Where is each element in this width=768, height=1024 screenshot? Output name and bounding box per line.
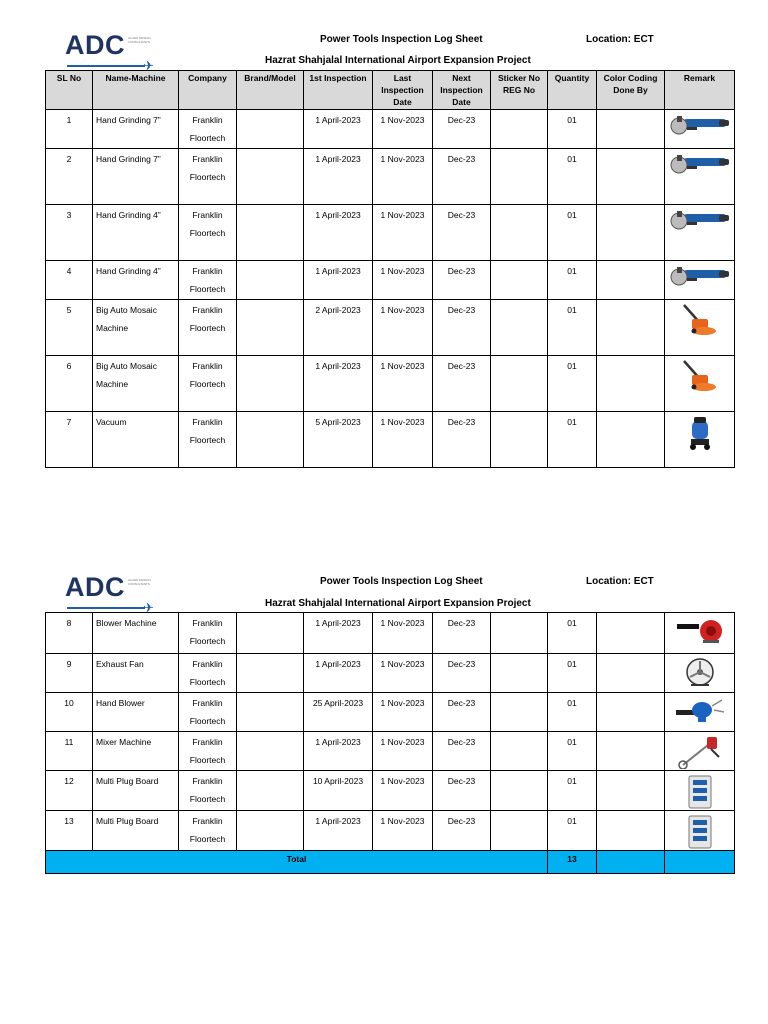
col-header: Quantity: [548, 71, 597, 110]
quantity-cell: 01: [548, 811, 597, 851]
table-row: [46, 654, 735, 693]
machine-name-cell: Mixer Machine: [93, 732, 179, 771]
sticker-no-cell: [491, 771, 548, 811]
sticker-no-cell: [491, 613, 548, 654]
brand-model-cell: [237, 693, 304, 732]
sticker-no-cell: [491, 356, 548, 412]
sheet-header: [45, 570, 734, 615]
remark-cell: [665, 205, 735, 261]
table-row: [46, 811, 735, 851]
next-inspection-cell: Dec-23: [433, 693, 491, 732]
angle-grinder-icon: [665, 264, 734, 286]
last-inspection-cell: 1 Nov-2023: [373, 149, 433, 205]
sl-no-cell: 6: [46, 356, 93, 412]
angle-grinder-icon: [665, 152, 734, 174]
sticker-no-cell: [491, 261, 548, 300]
color-coding-cell: [597, 771, 665, 811]
sl-no-cell: 3: [46, 205, 93, 261]
table-row: [46, 261, 735, 300]
company-cell: Franklin Floortech: [179, 300, 237, 356]
color-coding-cell: [597, 732, 665, 771]
first-inspection-cell: 1 April-2023: [304, 356, 373, 412]
airplane-icon: ✈: [143, 58, 154, 73]
brand-model-cell: [237, 205, 304, 261]
quantity-cell: 01: [548, 693, 597, 732]
machine-name-cell: Hand Grinding 4”: [93, 205, 179, 261]
next-inspection-cell: Dec-23: [433, 771, 491, 811]
table-row: [46, 149, 735, 205]
brand-model-cell: [237, 300, 304, 356]
machine-name-cell: Hand Grinding 4”: [93, 261, 179, 300]
col-header: Next Inspection Date: [433, 71, 491, 110]
color-coding-cell: [597, 356, 665, 412]
company-cell: Franklin Floortech: [179, 654, 237, 693]
quantity-cell: 01: [548, 732, 597, 771]
sheet-title: Power Tools Inspection Log Sheet: [320, 34, 483, 45]
col-header: Last Inspection Date: [373, 71, 433, 110]
last-inspection-cell: 1 Nov-2023: [373, 811, 433, 851]
last-inspection-cell: 1 Nov-2023: [373, 412, 433, 468]
remark-cell: [665, 412, 735, 468]
adc-logo: [65, 570, 175, 620]
last-inspection-cell: 1 Nov-2023: [373, 613, 433, 654]
sl-no-cell: 10: [46, 693, 93, 732]
last-inspection-cell: 1 Nov-2023: [373, 654, 433, 693]
next-inspection-cell: Dec-23: [433, 811, 491, 851]
logo-tagline: ALLIED DESIGN CONSULTANTS: [128, 36, 151, 44]
table-row: [46, 771, 735, 811]
log-sheet-page-2: [45, 570, 734, 874]
next-inspection-cell: Dec-23: [433, 654, 491, 693]
sl-no-cell: 11: [46, 732, 93, 771]
next-inspection-cell: Dec-23: [433, 356, 491, 412]
total-empty-cell: [665, 851, 735, 874]
machine-name-cell: Multi Plug Board: [93, 771, 179, 811]
remark-cell: [665, 261, 735, 300]
remark-cell: [665, 300, 735, 356]
company-cell: Franklin Floortech: [179, 205, 237, 261]
machine-name-cell: Hand Grinding 7”: [93, 149, 179, 205]
sl-no-cell: 1: [46, 110, 93, 149]
sticker-no-cell: [491, 693, 548, 732]
next-inspection-cell: Dec-23: [433, 613, 491, 654]
brand-model-cell: [237, 613, 304, 654]
table-row: [46, 412, 735, 468]
brand-model-cell: [237, 149, 304, 205]
sticker-no-cell: [491, 732, 548, 771]
col-header: Brand/Model: [237, 71, 304, 110]
table-row: [46, 732, 735, 771]
sticker-no-cell: [491, 811, 548, 851]
adc-logo: [65, 28, 175, 78]
vacuum-icon: [665, 415, 734, 451]
sl-no-cell: 5: [46, 300, 93, 356]
first-inspection-cell: 1 April-2023: [304, 205, 373, 261]
floor-grinder-icon: [665, 359, 734, 393]
next-inspection-cell: Dec-23: [433, 300, 491, 356]
first-inspection-cell: 1 April-2023: [304, 613, 373, 654]
sticker-no-cell: [491, 654, 548, 693]
last-inspection-cell: 1 Nov-2023: [373, 261, 433, 300]
col-header: Sticker No REG No: [491, 71, 548, 110]
first-inspection-cell: 25 April-2023: [304, 693, 373, 732]
plug-board-icon: [665, 774, 734, 810]
first-inspection-cell: 1 April-2023: [304, 261, 373, 300]
col-header: Name-Machine: [93, 71, 179, 110]
next-inspection-cell: Dec-23: [433, 205, 491, 261]
sl-no-cell: 12: [46, 771, 93, 811]
company-cell: Franklin Floortech: [179, 811, 237, 851]
quantity-cell: 01: [548, 110, 597, 149]
machine-name-cell: Hand Blower: [93, 693, 179, 732]
first-inspection-cell: 1 April-2023: [304, 654, 373, 693]
color-coding-cell: [597, 205, 665, 261]
remark-cell: [665, 693, 735, 732]
quantity-cell: 01: [548, 261, 597, 300]
inspection-table: [45, 70, 735, 468]
color-coding-cell: [597, 149, 665, 205]
brand-model-cell: [237, 771, 304, 811]
quantity-cell: 01: [548, 771, 597, 811]
first-inspection-cell: 1 April-2023: [304, 732, 373, 771]
logo-text: ADC: [65, 30, 125, 60]
angle-grinder-icon: [665, 208, 734, 230]
quantity-cell: 01: [548, 356, 597, 412]
last-inspection-cell: 1 Nov-2023: [373, 732, 433, 771]
sl-no-cell: 13: [46, 811, 93, 851]
angle-grinder-icon: [665, 113, 734, 135]
hand-blower-icon: [665, 696, 734, 724]
last-inspection-cell: 1 Nov-2023: [373, 356, 433, 412]
color-coding-cell: [597, 693, 665, 732]
sheet-header: [45, 28, 734, 73]
airplane-icon: ✈: [143, 600, 154, 615]
company-cell: Franklin Floortech: [179, 732, 237, 771]
machine-name-cell: Blower Machine: [93, 613, 179, 654]
table-row: [46, 300, 735, 356]
company-cell: Franklin Floortech: [179, 613, 237, 654]
log-sheet-page-1: [45, 28, 734, 468]
first-inspection-cell: 2 April-2023: [304, 300, 373, 356]
next-inspection-cell: Dec-23: [433, 261, 491, 300]
total-empty-cell: [597, 851, 665, 874]
total-quantity: 13: [548, 851, 597, 874]
plug-board-icon: [665, 814, 734, 850]
floor-grinder-icon: [665, 303, 734, 337]
table-row: [46, 205, 735, 261]
sticker-no-cell: [491, 205, 548, 261]
company-cell: Franklin Floortech: [179, 771, 237, 811]
sl-no-cell: 4: [46, 261, 93, 300]
color-coding-cell: [597, 110, 665, 149]
brand-model-cell: [237, 732, 304, 771]
inspection-table-continued: [45, 612, 735, 874]
project-title: Hazrat Shahjalal International Airport Expansion Project: [265, 55, 531, 66]
col-header: Remark: [665, 71, 735, 110]
brand-model-cell: [237, 412, 304, 468]
sticker-no-cell: [491, 110, 548, 149]
col-header: SL No: [46, 71, 93, 110]
fan-icon: [665, 657, 734, 689]
next-inspection-cell: Dec-23: [433, 110, 491, 149]
table-row: [46, 110, 735, 149]
machine-name-cell: Multi Plug Board: [93, 811, 179, 851]
company-cell: Franklin Floortech: [179, 412, 237, 468]
color-coding-cell: [597, 261, 665, 300]
remark-cell: [665, 771, 735, 811]
sl-no-cell: 8: [46, 613, 93, 654]
logo-text: ADC: [65, 572, 125, 602]
location-label: Location: ECT: [586, 34, 654, 45]
quantity-cell: 01: [548, 654, 597, 693]
color-coding-cell: [597, 811, 665, 851]
company-cell: Franklin Floortech: [179, 356, 237, 412]
sl-no-cell: 2: [46, 149, 93, 205]
project-title: Hazrat Shahjalal International Airport Expansion Project: [265, 598, 531, 609]
brand-model-cell: [237, 654, 304, 693]
brand-model-cell: [237, 110, 304, 149]
last-inspection-cell: 1 Nov-2023: [373, 300, 433, 356]
company-cell: Franklin Floortech: [179, 149, 237, 205]
first-inspection-cell: 1 April-2023: [304, 811, 373, 851]
next-inspection-cell: Dec-23: [433, 412, 491, 468]
total-label: Total: [46, 851, 548, 874]
quantity-cell: 01: [548, 613, 597, 654]
last-inspection-cell: 1 Nov-2023: [373, 110, 433, 149]
quantity-cell: 01: [548, 205, 597, 261]
remark-cell: [665, 732, 735, 771]
first-inspection-cell: 1 April-2023: [304, 110, 373, 149]
remark-cell: [665, 356, 735, 412]
machine-name-cell: Big Auto Mosaic Machine: [93, 356, 179, 412]
last-inspection-cell: 1 Nov-2023: [373, 205, 433, 261]
last-inspection-cell: 1 Nov-2023: [373, 771, 433, 811]
col-header: 1st Inspection: [304, 71, 373, 110]
company-cell: Franklin Floortech: [179, 693, 237, 732]
first-inspection-cell: 10 April-2023: [304, 771, 373, 811]
company-cell: Franklin Floortech: [179, 261, 237, 300]
location-label: Location: ECT: [586, 576, 654, 587]
remark-cell: [665, 811, 735, 851]
first-inspection-cell: 5 April-2023: [304, 412, 373, 468]
sticker-no-cell: [491, 300, 548, 356]
table-row: [46, 693, 735, 732]
next-inspection-cell: Dec-23: [433, 149, 491, 205]
first-inspection-cell: 1 April-2023: [304, 149, 373, 205]
brand-model-cell: [237, 811, 304, 851]
logo-tagline: ALLIED DESIGN CONSULTANTS: [128, 578, 151, 586]
color-coding-cell: [597, 412, 665, 468]
blower-icon: [665, 616, 734, 644]
quantity-cell: 01: [548, 149, 597, 205]
last-inspection-cell: 1 Nov-2023: [373, 693, 433, 732]
machine-name-cell: Big Auto Mosaic Machine: [93, 300, 179, 356]
total-row: [46, 851, 735, 874]
sheet-title: Power Tools Inspection Log Sheet: [320, 576, 483, 587]
machine-name-cell: Exhaust Fan: [93, 654, 179, 693]
col-header: Color Coding Done By: [597, 71, 665, 110]
brand-model-cell: [237, 261, 304, 300]
quantity-cell: 01: [548, 300, 597, 356]
remark-cell: [665, 149, 735, 205]
color-coding-cell: [597, 613, 665, 654]
remark-cell: [665, 613, 735, 654]
col-header: Company: [179, 71, 237, 110]
sl-no-cell: 7: [46, 412, 93, 468]
remark-cell: [665, 110, 735, 149]
sticker-no-cell: [491, 412, 548, 468]
table-row: [46, 356, 735, 412]
mixer-icon: [665, 735, 734, 769]
next-inspection-cell: Dec-23: [433, 732, 491, 771]
company-cell: Franklin Floortech: [179, 110, 237, 149]
sticker-no-cell: [491, 149, 548, 205]
sl-no-cell: 9: [46, 654, 93, 693]
brand-model-cell: [237, 356, 304, 412]
machine-name-cell: Vacuum: [93, 412, 179, 468]
color-coding-cell: [597, 654, 665, 693]
machine-name-cell: Hand Grinding 7”: [93, 110, 179, 149]
color-coding-cell: [597, 300, 665, 356]
quantity-cell: 01: [548, 412, 597, 468]
remark-cell: [665, 654, 735, 693]
